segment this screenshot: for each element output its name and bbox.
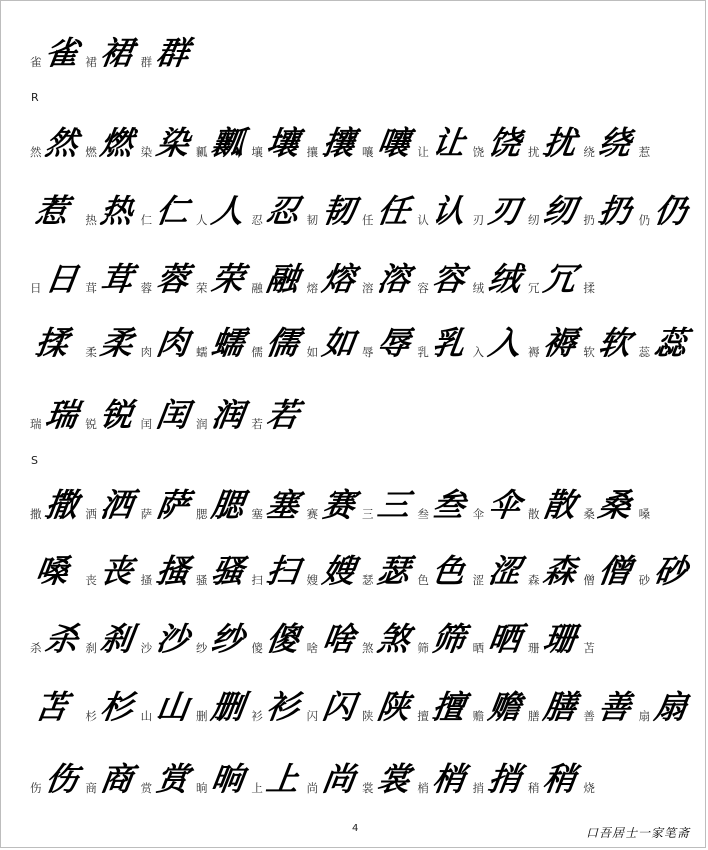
printed-character: 扫 bbox=[251, 573, 263, 587]
cursive-character: 任 bbox=[375, 192, 413, 230]
cursive-character: 衫 bbox=[264, 688, 302, 726]
printed-character: 辱 bbox=[362, 345, 374, 359]
character-row bbox=[30, 30, 694, 82]
printed-character: 沙 bbox=[140, 641, 153, 655]
cursive-character: 染 bbox=[153, 124, 192, 162]
printed-character: 仍 bbox=[638, 213, 651, 227]
cursive-character: 纫 bbox=[541, 192, 579, 230]
cursive-character: 梢 bbox=[430, 760, 468, 798]
printed-character: 擅 bbox=[417, 709, 429, 723]
cursive-character: 陕 bbox=[375, 688, 413, 726]
cursive-character: 溶 bbox=[375, 260, 413, 298]
printed-character: 山 bbox=[140, 709, 153, 723]
printed-character: 燃 bbox=[85, 145, 97, 159]
cursive-character: 苫 bbox=[33, 688, 71, 726]
cursive-character: 仍 bbox=[651, 192, 690, 230]
cursive-character: 饶 bbox=[485, 124, 524, 162]
printed-character: 如 bbox=[306, 345, 319, 359]
cursive-character: 萨 bbox=[153, 486, 192, 524]
section-letter-s: S bbox=[31, 454, 38, 467]
printed-character: 入 bbox=[472, 345, 485, 359]
cursive-character: 尚 bbox=[319, 760, 358, 798]
printed-character: 仁 bbox=[140, 213, 153, 227]
cursive-character: 山 bbox=[153, 688, 192, 726]
cursive-character: 森 bbox=[541, 552, 579, 590]
cursive-character: 僧 bbox=[596, 552, 634, 590]
cursive-character: 捎 bbox=[485, 760, 524, 798]
printed-character: 杀 bbox=[30, 641, 42, 655]
character-row bbox=[30, 684, 694, 736]
cursive-character: 煞 bbox=[375, 620, 413, 658]
cursive-character: 杉 bbox=[98, 688, 136, 726]
cursive-character: 嫂 bbox=[319, 552, 358, 590]
cursive-character: 认 bbox=[430, 192, 468, 230]
cursive-character: 擅 bbox=[430, 688, 468, 726]
cursive-character: 搔 bbox=[153, 552, 192, 590]
printed-character: 善 bbox=[583, 709, 595, 723]
cursive-character: 容 bbox=[430, 260, 468, 298]
cursive-character: 筛 bbox=[430, 620, 468, 658]
cursive-character: 三 bbox=[375, 486, 413, 524]
cursive-character: 如 bbox=[319, 324, 358, 362]
cursive-character: 塞 bbox=[264, 486, 302, 524]
printed-character: 揉 bbox=[583, 281, 595, 295]
printed-character: 饶 bbox=[472, 145, 485, 159]
cursive-character: 荣 bbox=[209, 260, 247, 298]
printed-character: 嗓 bbox=[638, 507, 651, 521]
printed-character: 让 bbox=[417, 145, 429, 159]
printed-character: 森 bbox=[528, 573, 540, 587]
cursive-character: 嗓 bbox=[33, 552, 71, 590]
cursive-character: 沙 bbox=[153, 620, 192, 658]
printed-character: 儒 bbox=[251, 345, 263, 359]
cursive-character: 刹 bbox=[98, 620, 136, 658]
character-row bbox=[30, 320, 694, 372]
cursive-character: 绕 bbox=[596, 124, 634, 162]
cursive-character: 冗 bbox=[541, 260, 579, 298]
cursive-character: 然 bbox=[43, 124, 81, 162]
printed-character: 刹 bbox=[85, 641, 97, 655]
page-number: 4 bbox=[352, 823, 359, 834]
cursive-character: 柔 bbox=[98, 324, 136, 362]
printed-character: 涩 bbox=[472, 573, 485, 587]
cursive-character: 叁 bbox=[430, 486, 468, 524]
printed-character: 刃 bbox=[472, 213, 485, 227]
cursive-character: 蓉 bbox=[153, 260, 192, 298]
cursive-character: 融 bbox=[264, 260, 302, 298]
printed-character: 日 bbox=[30, 281, 42, 295]
cursive-character: 入 bbox=[485, 324, 524, 362]
printed-character: 冗 bbox=[528, 281, 540, 295]
printed-character: 捎 bbox=[472, 781, 485, 795]
printed-character: 熔 bbox=[306, 281, 319, 295]
character-row bbox=[30, 256, 694, 308]
cursive-character: 商 bbox=[98, 760, 136, 798]
printed-character: 热 bbox=[85, 213, 97, 227]
printed-character: 扔 bbox=[583, 213, 595, 227]
cursive-character: 伤 bbox=[43, 760, 81, 798]
printed-character: 肉 bbox=[140, 345, 153, 359]
cursive-character: 人 bbox=[209, 192, 247, 230]
character-row bbox=[30, 616, 694, 668]
cursive-character: 晌 bbox=[209, 760, 247, 798]
printed-character: 纱 bbox=[196, 641, 208, 655]
cursive-character: 扰 bbox=[541, 124, 579, 162]
printed-character: 然 bbox=[30, 145, 42, 159]
printed-character: 瓤 bbox=[196, 145, 208, 159]
printed-character: 伤 bbox=[30, 781, 42, 795]
printed-character: 溶 bbox=[362, 281, 374, 295]
printed-character: 裳 bbox=[362, 781, 374, 795]
cursive-character: 裳 bbox=[375, 760, 413, 798]
cursive-character: 揉 bbox=[33, 324, 71, 362]
printed-character: 扰 bbox=[528, 145, 540, 159]
printed-character: 扇 bbox=[638, 709, 651, 723]
cursive-character: 散 bbox=[541, 486, 579, 524]
cursive-character: 色 bbox=[430, 552, 468, 590]
signature-seal: 口吾居士一家笔斋 bbox=[586, 826, 691, 840]
character-row bbox=[30, 120, 694, 172]
printed-character: 梢 bbox=[417, 781, 429, 795]
printed-character: 嚷 bbox=[362, 145, 374, 159]
printed-character: 忍 bbox=[251, 213, 263, 227]
printed-character: 叁 bbox=[417, 507, 429, 521]
cursive-character: 杀 bbox=[43, 620, 81, 658]
cursive-character: 腮 bbox=[209, 486, 247, 524]
printed-character: 绒 bbox=[472, 281, 485, 295]
cursive-character: 扔 bbox=[596, 192, 634, 230]
printed-character: 润 bbox=[196, 417, 208, 431]
printed-character: 撒 bbox=[30, 507, 42, 521]
cursive-character: 乳 bbox=[430, 324, 468, 362]
printed-character: 蓉 bbox=[140, 281, 153, 295]
cursive-character: 瓤 bbox=[209, 124, 247, 162]
printed-character: 僧 bbox=[583, 573, 595, 587]
cursive-character: 燃 bbox=[98, 124, 136, 162]
printed-character: 烧 bbox=[583, 781, 595, 795]
character-row bbox=[30, 548, 694, 600]
cursive-character: 善 bbox=[596, 688, 634, 726]
printed-character: 散 bbox=[528, 507, 540, 521]
cursive-character: 热 bbox=[98, 192, 136, 230]
cursive-character: 若 bbox=[264, 396, 302, 434]
printed-character: 杉 bbox=[85, 709, 97, 723]
printed-character: 纫 bbox=[528, 213, 540, 227]
printed-character: 尚 bbox=[306, 781, 319, 795]
printed-character: 砂 bbox=[638, 573, 651, 587]
printed-character: 茸 bbox=[85, 281, 97, 295]
cursive-character: 让 bbox=[430, 124, 468, 162]
cursive-character: 茸 bbox=[98, 260, 136, 298]
cursive-character: 软 bbox=[596, 324, 634, 362]
printed-character: 攘 bbox=[306, 145, 319, 159]
printed-character: 惹 bbox=[638, 145, 651, 159]
printed-character: 绕 bbox=[583, 145, 595, 159]
cursive-character: 群 bbox=[153, 34, 192, 72]
printed-character: 容 bbox=[417, 281, 429, 295]
printed-character: 晒 bbox=[472, 641, 485, 655]
cursive-character: 赡 bbox=[485, 688, 524, 726]
printed-character: 稍 bbox=[528, 781, 540, 795]
cursive-character: 嚷 bbox=[375, 124, 413, 162]
printed-character: 嫂 bbox=[306, 573, 319, 587]
character-row bbox=[30, 482, 694, 534]
printed-character: 上 bbox=[251, 781, 263, 795]
cursive-character: 瑟 bbox=[375, 552, 413, 590]
cursive-character: 傻 bbox=[264, 620, 302, 658]
printed-character: 晌 bbox=[196, 781, 208, 795]
printed-character: 珊 bbox=[528, 641, 540, 655]
cursive-character: 纱 bbox=[209, 620, 247, 658]
printed-character: 筛 bbox=[417, 641, 429, 655]
printed-character: 韧 bbox=[306, 213, 319, 227]
cursive-character: 蕊 bbox=[651, 324, 690, 362]
cursive-character: 锐 bbox=[98, 396, 136, 434]
printed-character: 啥 bbox=[306, 641, 319, 655]
printed-character: 搔 bbox=[140, 573, 153, 587]
printed-character: 人 bbox=[196, 213, 208, 227]
cursive-character: 闪 bbox=[319, 688, 358, 726]
printed-character: 染 bbox=[140, 145, 153, 159]
printed-character: 柔 bbox=[85, 345, 97, 359]
printed-character: 瑟 bbox=[362, 573, 374, 587]
printed-character: 蠕 bbox=[196, 345, 208, 359]
cursive-character: 忍 bbox=[264, 192, 302, 230]
printed-character: 色 bbox=[417, 573, 429, 587]
printed-character: 乳 bbox=[417, 345, 429, 359]
cursive-character: 惹 bbox=[33, 192, 71, 230]
printed-character: 壤 bbox=[251, 145, 263, 159]
cursive-character: 啥 bbox=[319, 620, 358, 658]
cursive-character: 珊 bbox=[541, 620, 579, 658]
cursive-character: 日 bbox=[43, 260, 81, 298]
printed-character: 裙 bbox=[85, 55, 97, 69]
cursive-character: 闰 bbox=[153, 396, 192, 434]
printed-character: 软 bbox=[583, 345, 595, 359]
character-row bbox=[30, 756, 694, 808]
printed-character: 荣 bbox=[196, 281, 208, 295]
printed-character: 蕊 bbox=[638, 345, 651, 359]
cursive-character: 仁 bbox=[153, 192, 192, 230]
printed-character: 融 bbox=[251, 281, 263, 295]
cursive-character: 雀 bbox=[43, 34, 81, 72]
printed-character: 瑞 bbox=[30, 417, 42, 431]
cursive-character: 稍 bbox=[541, 760, 579, 798]
cursive-character: 熔 bbox=[319, 260, 358, 298]
cursive-character: 赛 bbox=[319, 486, 358, 524]
printed-character: 商 bbox=[85, 781, 97, 795]
printed-character: 任 bbox=[362, 213, 374, 227]
character-row bbox=[30, 188, 694, 240]
printed-character: 群 bbox=[140, 55, 153, 69]
printed-character: 锐 bbox=[85, 417, 97, 431]
cursive-character: 润 bbox=[209, 396, 247, 434]
printed-character: 褥 bbox=[528, 345, 540, 359]
printed-character: 认 bbox=[417, 213, 429, 227]
printed-character: 伞 bbox=[472, 507, 485, 521]
printed-character: 苫 bbox=[583, 641, 595, 655]
cursive-character: 韧 bbox=[319, 192, 358, 230]
cursive-character: 瑞 bbox=[43, 396, 81, 434]
printed-character: 陕 bbox=[362, 709, 374, 723]
cursive-character: 晒 bbox=[485, 620, 524, 658]
printed-character: 煞 bbox=[362, 641, 374, 655]
cursive-character: 骚 bbox=[209, 552, 247, 590]
cursive-character: 桑 bbox=[596, 486, 634, 524]
printed-character: 赛 bbox=[306, 507, 319, 521]
printed-character: 腮 bbox=[196, 507, 208, 521]
printed-character: 洒 bbox=[85, 507, 97, 521]
printed-character: 雀 bbox=[30, 55, 42, 69]
cursive-character: 肉 bbox=[153, 324, 192, 362]
cursive-character: 删 bbox=[209, 688, 247, 726]
cursive-character: 扇 bbox=[651, 688, 690, 726]
cursive-character: 辱 bbox=[375, 324, 413, 362]
printed-character: 骚 bbox=[196, 573, 208, 587]
cursive-character: 洒 bbox=[98, 486, 136, 524]
printed-character: 若 bbox=[251, 417, 263, 431]
cursive-character: 褥 bbox=[541, 324, 579, 362]
cursive-character: 刃 bbox=[485, 192, 524, 230]
printed-character: 衫 bbox=[251, 709, 263, 723]
printed-character: 闰 bbox=[140, 417, 153, 431]
printed-character: 萨 bbox=[140, 507, 153, 521]
cursive-character: 赏 bbox=[153, 760, 192, 798]
printed-character: 赡 bbox=[472, 709, 485, 723]
cursive-character: 蠕 bbox=[209, 324, 247, 362]
cursive-character: 儒 bbox=[264, 324, 302, 362]
cursive-character: 裙 bbox=[98, 34, 136, 72]
printed-character: 丧 bbox=[85, 573, 97, 587]
cursive-character: 砂 bbox=[651, 552, 690, 590]
cursive-character: 上 bbox=[264, 760, 302, 798]
cursive-character: 伞 bbox=[485, 486, 524, 524]
printed-character: 塞 bbox=[251, 507, 263, 521]
cursive-character: 攘 bbox=[319, 124, 358, 162]
cursive-character: 绒 bbox=[485, 260, 524, 298]
printed-character: 删 bbox=[196, 709, 208, 723]
printed-character: 膳 bbox=[528, 709, 540, 723]
printed-character: 傻 bbox=[251, 641, 263, 655]
cursive-character: 扫 bbox=[264, 552, 302, 590]
printed-character: 闪 bbox=[306, 709, 319, 723]
cursive-character: 涩 bbox=[485, 552, 524, 590]
printed-character: 桑 bbox=[583, 507, 595, 521]
printed-character: 三 bbox=[362, 507, 374, 521]
cursive-character: 壤 bbox=[264, 124, 302, 162]
cursive-character: 膳 bbox=[541, 688, 579, 726]
printed-character: 赏 bbox=[140, 781, 153, 795]
section-letter-r: R bbox=[31, 91, 39, 104]
cursive-character: 丧 bbox=[98, 552, 136, 590]
character-row bbox=[30, 392, 694, 444]
cursive-character: 撒 bbox=[43, 486, 81, 524]
